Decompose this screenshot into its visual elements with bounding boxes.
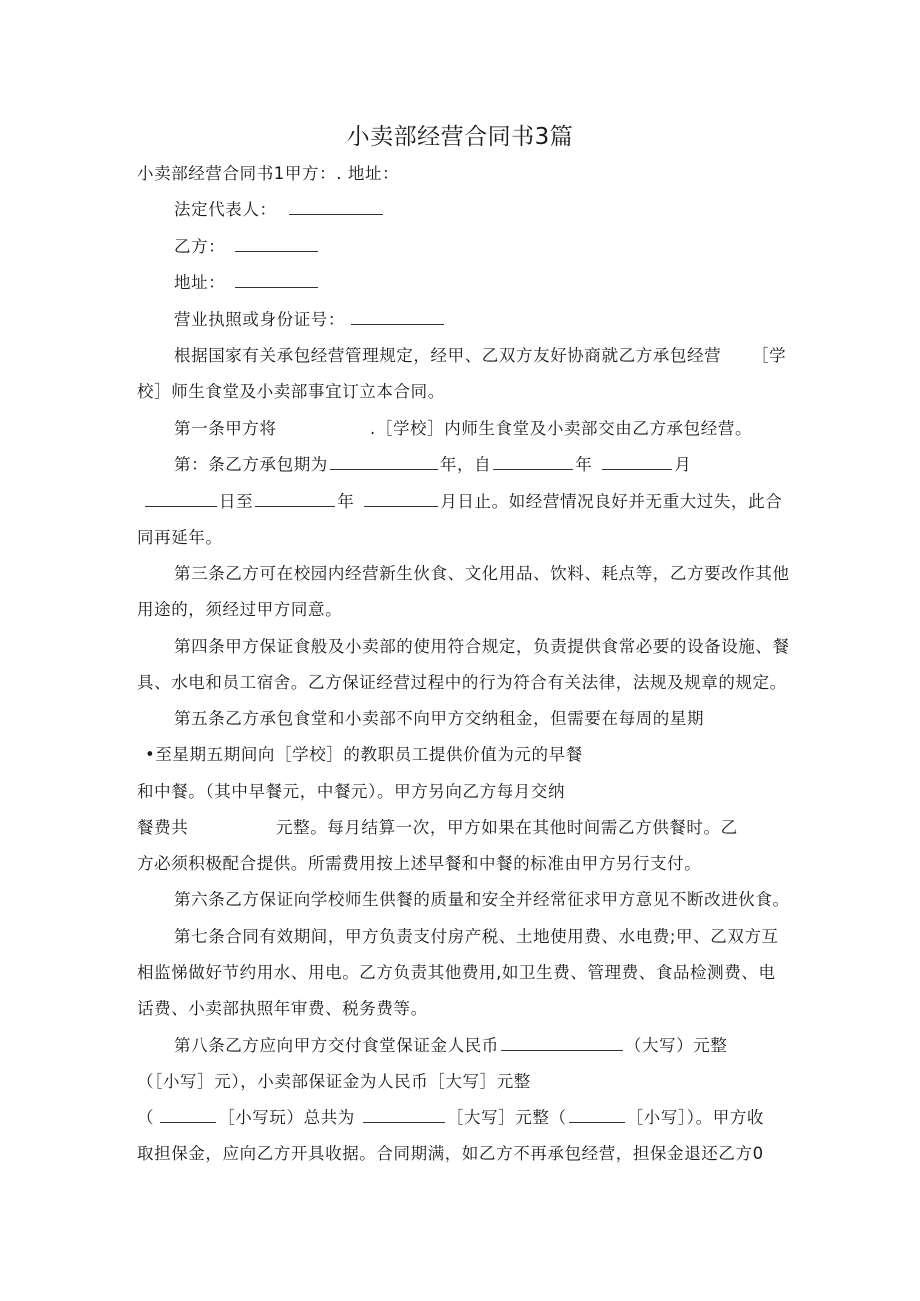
text-line: 小卖部经营合同书1甲方：. 地址：: [137, 164, 400, 183]
text-line: ［学: [752, 346, 787, 365]
text-line: 法定代表人：: [174, 200, 385, 220]
text-line: 方必须积极配合提供。所需费用按上述早餐和中餐的标准由甲方另行支付。: [137, 854, 702, 873]
text-line: 地址：: [174, 273, 320, 293]
blank-field: [569, 1108, 625, 1123]
text-line: 日至 年 月日止。如经营情况良好并无重大过失，此合: [145, 492, 782, 512]
text-line: 元整。每月结算一次，甲方如果在其他时间需乙方供餐时。乙: [276, 818, 738, 837]
blank-field: [493, 455, 573, 470]
text-line: 第六条乙方保证向学校师生供餐的质量和安全并经常征求甲方意见不断改进伙食。: [174, 890, 790, 909]
text-line: 根据国家有关承包经营管理规定，经甲、乙双方友好协商就乙方承包经营: [174, 346, 722, 365]
text-line: 第一条甲方将: [174, 419, 277, 438]
blank-field: [364, 492, 438, 507]
text-line: 第七条合同有效期间，甲方负责支付房产税、土地使用费、水电费;甲、乙双方互: [174, 927, 779, 946]
blank-field: [363, 1108, 445, 1123]
text-line: 相监悌做好节约用水、用电。乙方负责其他费用,如卫生费、管理费、食品检测费、电: [137, 963, 776, 982]
document-title: 小卖部经营合同书3篇: [346, 124, 574, 150]
text-line: 乙方：: [174, 237, 320, 257]
blank-field: [235, 273, 318, 288]
text-line: 第三条乙方可在校园内经营新生伙食、文化用品、饮料、耗点等，乙方要改作其他: [174, 564, 790, 583]
text-line: .［学校］内师生食堂及小卖部交由乙方承包经营。: [370, 419, 753, 438]
text-line: 餐费共: [137, 818, 189, 837]
text-line: 用途的，须经过甲方同意。: [137, 600, 343, 619]
text-line: 和中餐。（其中早餐元，中餐元）。甲方另向乙方每月交纳: [137, 782, 566, 801]
blank-field: [330, 455, 438, 470]
blank-field: [235, 237, 318, 252]
blank-field: [351, 310, 444, 325]
text-line: •至星期五期间向［学校］的教职员工提供价值为元的早餐: [145, 745, 583, 764]
blank-field: [602, 455, 672, 470]
text-line: 第四条甲方保证食般及小卖部的使用符合规定，负责提供食常必要的设备设施、餐: [174, 637, 790, 656]
blank-field: [145, 492, 217, 507]
blank-field: [160, 1108, 216, 1123]
text-line: 话费、小卖部执照年审费、税务费等。: [137, 999, 428, 1018]
text-line: 取担保金，应向乙方开具收据。合同期满，如乙方不再承包经营，担保金退还乙方0: [137, 1144, 764, 1163]
text-line: 同再延年。: [137, 528, 223, 547]
blank-field: [255, 492, 335, 507]
blank-field: [501, 1036, 623, 1051]
text-line: 第：条乙方承包期为 年，自 年 月: [174, 455, 692, 474]
text-line: 营业执照或身份证号：: [174, 310, 446, 330]
blank-field: [289, 200, 383, 215]
text-line: （［小写］元），小卖部保证金为人民币［大写］元整: [137, 1072, 531, 1091]
text-line: 第五条乙方承包食堂和小卖部不向甲方交纳租金，但需要在每周的星期: [174, 709, 705, 728]
text-line: 具、水电和员工宿舍。乙方保证经营过程中的行为符合有关法律，法规及规章的规定。: [137, 673, 787, 692]
text-line: 校］师生食堂及小卖部事宜订立本合同。: [137, 382, 445, 401]
text-line: 第八条乙方应向甲方交付食堂保证金人民币 （大写）元整: [174, 1036, 728, 1055]
text-line: （ ［小写玩）总共为 ［大写］元整（ ［小写］）。甲方收: [137, 1108, 765, 1127]
